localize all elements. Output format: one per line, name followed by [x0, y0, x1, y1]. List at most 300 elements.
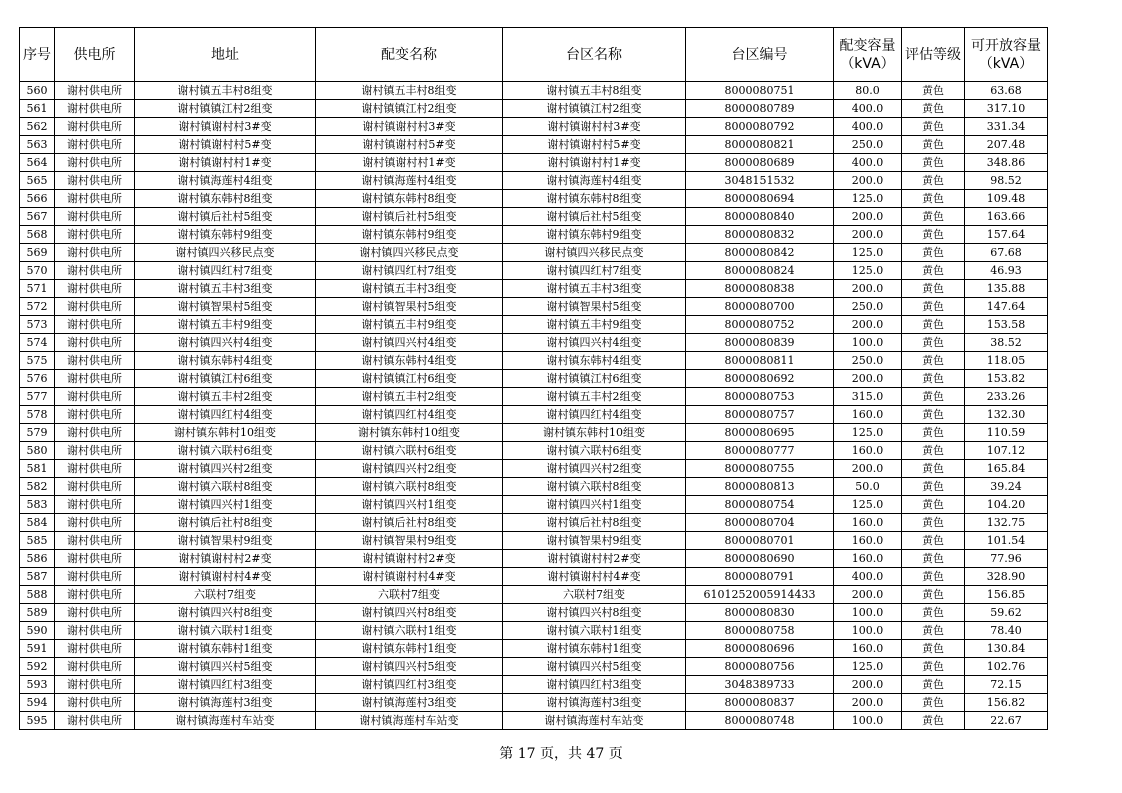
cell-rating: 黄色 [902, 658, 965, 676]
cell-station: 谢村供电所 [55, 316, 135, 334]
cell-rating: 黄色 [902, 82, 965, 100]
cell-seq: 569 [20, 244, 55, 262]
table-row [20, 154, 1048, 172]
table-row [20, 280, 1048, 298]
cell-station: 谢村供电所 [55, 280, 135, 298]
cell-seq: 568 [20, 226, 55, 244]
cell-area-code: 6101252005914433 [686, 586, 834, 604]
cell-seq: 574 [20, 334, 55, 352]
cell-area-name: 谢村镇镇江村2组变 [503, 100, 686, 118]
cell-open-capacity: 104.20 [965, 496, 1048, 514]
cell-rating: 黄色 [902, 262, 965, 280]
cell-address: 谢村镇东韩村8组变 [135, 190, 316, 208]
cell-seq: 565 [20, 172, 55, 190]
cell-capacity: 400.0 [834, 154, 902, 172]
cell-seq: 585 [20, 532, 55, 550]
cell-open-capacity: 107.12 [965, 442, 1048, 460]
cell-seq: 580 [20, 442, 55, 460]
cell-area-code: 8000080811 [686, 352, 834, 370]
cell-seq: 564 [20, 154, 55, 172]
cell-area-code: 8000080792 [686, 118, 834, 136]
cell-area-code: 8000080756 [686, 658, 834, 676]
cell-open-capacity: 130.84 [965, 640, 1048, 658]
cell-transformer-name: 谢村镇谢村村1#变 [316, 154, 503, 172]
table-row [20, 100, 1048, 118]
cell-transformer-name: 谢村镇东韩村9组变 [316, 226, 503, 244]
cell-station: 谢村供电所 [55, 622, 135, 640]
cell-address: 谢村镇六联村6组变 [135, 442, 316, 460]
cell-station: 谢村供电所 [55, 154, 135, 172]
cell-area-name: 谢村镇谢村村4#变 [503, 568, 686, 586]
cell-rating: 黄色 [902, 136, 965, 154]
cell-transformer-name: 谢村镇四红村4组变 [316, 406, 503, 424]
cell-open-capacity: 132.30 [965, 406, 1048, 424]
cell-open-capacity: 39.24 [965, 478, 1048, 496]
cell-seq: 589 [20, 604, 55, 622]
cell-area-code: 8000080842 [686, 244, 834, 262]
cell-area-name: 谢村镇后社村8组变 [503, 514, 686, 532]
cell-seq: 572 [20, 298, 55, 316]
cell-transformer-name: 谢村镇镇江村6组变 [316, 370, 503, 388]
table-row [20, 136, 1048, 154]
cell-transformer-name: 谢村镇谢村村5#变 [316, 136, 503, 154]
cell-transformer-name: 谢村镇后社村5组变 [316, 208, 503, 226]
cell-seq: 584 [20, 514, 55, 532]
cell-open-capacity: 78.40 [965, 622, 1048, 640]
cell-capacity: 400.0 [834, 568, 902, 586]
cell-area-code: 3048389733 [686, 676, 834, 694]
cell-seq: 563 [20, 136, 55, 154]
cell-area-name: 谢村镇谢村村5#变 [503, 136, 686, 154]
cell-area-name: 谢村镇海莲村4组变 [503, 172, 686, 190]
cell-area-name: 谢村镇谢村村3#变 [503, 118, 686, 136]
cell-station: 谢村供电所 [55, 676, 135, 694]
header-seq: 序号 [20, 28, 55, 82]
cell-address: 谢村镇谢村村4#变 [135, 568, 316, 586]
cell-address: 谢村镇东韩村10组变 [135, 424, 316, 442]
table-row [20, 532, 1048, 550]
cell-transformer-name: 谢村镇海莲村车站变 [316, 712, 503, 730]
cell-address: 谢村镇四兴村2组变 [135, 460, 316, 478]
cell-rating: 黄色 [902, 298, 965, 316]
cell-station: 谢村供电所 [55, 406, 135, 424]
cell-open-capacity: 317.10 [965, 100, 1048, 118]
cell-address: 谢村镇四红村4组变 [135, 406, 316, 424]
cell-area-code: 8000080755 [686, 460, 834, 478]
table-row [20, 442, 1048, 460]
cell-seq: 594 [20, 694, 55, 712]
table-row [20, 640, 1048, 658]
cell-seq: 595 [20, 712, 55, 730]
cell-station: 谢村供电所 [55, 424, 135, 442]
cell-capacity: 400.0 [834, 118, 902, 136]
cell-seq: 591 [20, 640, 55, 658]
cell-capacity: 160.0 [834, 640, 902, 658]
cell-capacity: 125.0 [834, 658, 902, 676]
cell-capacity: 100.0 [834, 604, 902, 622]
cell-station: 谢村供电所 [55, 712, 135, 730]
cell-capacity: 160.0 [834, 532, 902, 550]
cell-station: 谢村供电所 [55, 460, 135, 478]
cell-capacity: 160.0 [834, 550, 902, 568]
cell-seq: 573 [20, 316, 55, 334]
table-row [20, 316, 1048, 334]
cell-station: 谢村供电所 [55, 658, 135, 676]
table-row [20, 208, 1048, 226]
cell-area-name: 谢村镇东韩村4组变 [503, 352, 686, 370]
cell-area-name: 谢村镇六联村6组变 [503, 442, 686, 460]
table-row [20, 514, 1048, 532]
cell-open-capacity: 72.15 [965, 676, 1048, 694]
cell-seq: 586 [20, 550, 55, 568]
cell-area-code: 8000080748 [686, 712, 834, 730]
cell-station: 谢村供电所 [55, 118, 135, 136]
cell-address: 谢村镇智果村9组变 [135, 532, 316, 550]
cell-area-code: 8000080758 [686, 622, 834, 640]
header-capacity: 配变容量 （kVA） [834, 28, 902, 82]
table-row [20, 190, 1048, 208]
cell-rating: 黄色 [902, 154, 965, 172]
cell-station: 谢村供电所 [55, 262, 135, 280]
cell-transformer-name: 谢村镇东韩村4组变 [316, 352, 503, 370]
cell-capacity: 200.0 [834, 280, 902, 298]
cell-area-name: 谢村镇四兴移民点变 [503, 244, 686, 262]
cell-area-code: 8000080753 [686, 388, 834, 406]
cell-open-capacity: 147.64 [965, 298, 1048, 316]
cell-address: 谢村镇四兴村1组变 [135, 496, 316, 514]
table-row [20, 550, 1048, 568]
cell-area-name: 谢村镇谢村村1#变 [503, 154, 686, 172]
table-row [20, 586, 1048, 604]
cell-capacity: 315.0 [834, 388, 902, 406]
cell-address: 谢村镇镇江村6组变 [135, 370, 316, 388]
cell-station: 谢村供电所 [55, 496, 135, 514]
cell-capacity: 125.0 [834, 424, 902, 442]
cell-seq: 587 [20, 568, 55, 586]
header-transformer-name: 配变名称 [316, 28, 503, 82]
cell-area-name: 谢村镇五丰村9组变 [503, 316, 686, 334]
cell-open-capacity: 101.54 [965, 532, 1048, 550]
cell-rating: 黄色 [902, 532, 965, 550]
cell-address: 谢村镇后社村5组变 [135, 208, 316, 226]
cell-transformer-name: 谢村镇六联村6组变 [316, 442, 503, 460]
cell-address: 谢村镇海莲村3组变 [135, 694, 316, 712]
cell-area-name: 谢村镇谢村村2#变 [503, 550, 686, 568]
cell-station: 谢村供电所 [55, 82, 135, 100]
header-station: 供电所 [55, 28, 135, 82]
cell-area-name: 谢村镇四兴村8组变 [503, 604, 686, 622]
cell-area-code: 8000080789 [686, 100, 834, 118]
cell-seq: 588 [20, 586, 55, 604]
cell-rating: 黄色 [902, 388, 965, 406]
cell-rating: 黄色 [902, 712, 965, 730]
cell-address: 谢村镇海莲村车站变 [135, 712, 316, 730]
cell-rating: 黄色 [902, 316, 965, 334]
table-row [20, 172, 1048, 190]
table-row [20, 406, 1048, 424]
cell-rating: 黄色 [902, 244, 965, 262]
cell-area-code: 8000080837 [686, 694, 834, 712]
cell-address: 谢村镇六联村1组变 [135, 622, 316, 640]
cell-area-code: 8000080821 [686, 136, 834, 154]
cell-capacity: 200.0 [834, 694, 902, 712]
cell-address: 谢村镇五丰村2组变 [135, 388, 316, 406]
table-row [20, 424, 1048, 442]
cell-area-name: 谢村镇六联村1组变 [503, 622, 686, 640]
cell-capacity: 250.0 [834, 298, 902, 316]
cell-rating: 黄色 [902, 694, 965, 712]
cell-area-name: 谢村镇镇江村6组变 [503, 370, 686, 388]
cell-rating: 黄色 [902, 604, 965, 622]
cell-capacity: 200.0 [834, 208, 902, 226]
cell-station: 谢村供电所 [55, 694, 135, 712]
cell-capacity: 50.0 [834, 478, 902, 496]
cell-area-code: 8000080838 [686, 280, 834, 298]
header-open-capacity: 可开放容量 （kVA） [965, 28, 1048, 82]
cell-station: 谢村供电所 [55, 298, 135, 316]
cell-seq: 590 [20, 622, 55, 640]
cell-transformer-name: 谢村镇谢村村3#变 [316, 118, 503, 136]
table-row [20, 604, 1048, 622]
cell-station: 谢村供电所 [55, 334, 135, 352]
cell-open-capacity: 348.86 [965, 154, 1048, 172]
cell-capacity: 160.0 [834, 406, 902, 424]
cell-open-capacity: 118.05 [965, 352, 1048, 370]
cell-address: 谢村镇四兴村8组变 [135, 604, 316, 622]
cell-transformer-name: 谢村镇四红村3组变 [316, 676, 503, 694]
cell-transformer-name: 谢村镇海莲村4组变 [316, 172, 503, 190]
cell-area-code: 8000080813 [686, 478, 834, 496]
cell-address: 六联村7组变 [135, 586, 316, 604]
cell-address: 谢村镇谢村村2#变 [135, 550, 316, 568]
cell-rating: 黄色 [902, 352, 965, 370]
cell-seq: 561 [20, 100, 55, 118]
cell-area-name: 谢村镇东韩村1组变 [503, 640, 686, 658]
cell-capacity: 125.0 [834, 262, 902, 280]
cell-capacity: 200.0 [834, 586, 902, 604]
cell-rating: 黄色 [902, 226, 965, 244]
page-footer: 第 17 页，共 47 页 [499, 746, 623, 762]
cell-rating: 黄色 [902, 514, 965, 532]
cell-seq: 567 [20, 208, 55, 226]
cell-station: 谢村供电所 [55, 604, 135, 622]
table-row [20, 712, 1048, 730]
cell-open-capacity: 156.85 [965, 586, 1048, 604]
cell-area-name: 谢村镇五丰村3组变 [503, 280, 686, 298]
cell-seq: 566 [20, 190, 55, 208]
header-row [20, 28, 1048, 82]
cell-address: 谢村镇后社村8组变 [135, 514, 316, 532]
cell-rating: 黄色 [902, 100, 965, 118]
cell-open-capacity: 59.62 [965, 604, 1048, 622]
table-row [20, 118, 1048, 136]
cell-rating: 黄色 [902, 676, 965, 694]
cell-transformer-name: 谢村镇四兴村1组变 [316, 496, 503, 514]
cell-address: 谢村镇五丰村3组变 [135, 280, 316, 298]
cell-capacity: 400.0 [834, 100, 902, 118]
cell-area-name: 谢村镇四兴村4组变 [503, 334, 686, 352]
cell-station: 谢村供电所 [55, 244, 135, 262]
cell-area-code: 8000080689 [686, 154, 834, 172]
cell-transformer-name: 谢村镇谢村村4#变 [316, 568, 503, 586]
cell-station: 谢村供电所 [55, 208, 135, 226]
cell-seq: 576 [20, 370, 55, 388]
cell-seq: 581 [20, 460, 55, 478]
cell-rating: 黄色 [902, 640, 965, 658]
cell-station: 谢村供电所 [55, 532, 135, 550]
cell-rating: 黄色 [902, 568, 965, 586]
cell-rating: 黄色 [902, 118, 965, 136]
cell-rating: 黄色 [902, 280, 965, 298]
cell-address: 谢村镇谢村村5#变 [135, 136, 316, 154]
cell-open-capacity: 46.93 [965, 262, 1048, 280]
cell-area-name: 六联村7组变 [503, 586, 686, 604]
cell-station: 谢村供电所 [55, 388, 135, 406]
cell-area-name: 谢村镇四兴村5组变 [503, 658, 686, 676]
cell-transformer-name: 谢村镇四红村7组变 [316, 262, 503, 280]
cell-area-code: 8000080751 [686, 82, 834, 100]
cell-rating: 黄色 [902, 460, 965, 478]
cell-open-capacity: 153.58 [965, 316, 1048, 334]
cell-open-capacity: 109.48 [965, 190, 1048, 208]
cell-seq: 583 [20, 496, 55, 514]
cell-transformer-name: 谢村镇东韩村8组变 [316, 190, 503, 208]
cell-station: 谢村供电所 [55, 478, 135, 496]
cell-area-name: 谢村镇东韩村8组变 [503, 190, 686, 208]
header-area-code: 台区编号 [686, 28, 834, 82]
cell-area-name: 谢村镇海莲村3组变 [503, 694, 686, 712]
header-rating: 评估等级 [902, 28, 965, 82]
cell-area-name: 谢村镇四红村7组变 [503, 262, 686, 280]
cell-open-capacity: 110.59 [965, 424, 1048, 442]
cell-station: 谢村供电所 [55, 568, 135, 586]
cell-capacity: 125.0 [834, 496, 902, 514]
cell-transformer-name: 谢村镇东韩村1组变 [316, 640, 503, 658]
cell-rating: 黄色 [902, 478, 965, 496]
cell-station: 谢村供电所 [55, 640, 135, 658]
table-row [20, 694, 1048, 712]
cell-open-capacity: 153.82 [965, 370, 1048, 388]
cell-station: 谢村供电所 [55, 586, 135, 604]
cell-rating: 黄色 [902, 190, 965, 208]
cell-rating: 黄色 [902, 208, 965, 226]
cell-capacity: 125.0 [834, 190, 902, 208]
cell-open-capacity: 98.52 [965, 172, 1048, 190]
cell-station: 谢村供电所 [55, 442, 135, 460]
cell-transformer-name: 谢村镇四兴村4组变 [316, 334, 503, 352]
table-row [20, 352, 1048, 370]
cell-area-name: 谢村镇六联村8组变 [503, 478, 686, 496]
cell-area-code: 8000080839 [686, 334, 834, 352]
cell-open-capacity: 207.48 [965, 136, 1048, 154]
cell-transformer-name: 谢村镇五丰村2组变 [316, 388, 503, 406]
cell-address: 谢村镇谢村村3#变 [135, 118, 316, 136]
table-row [20, 622, 1048, 640]
cell-address: 谢村镇四兴村4组变 [135, 334, 316, 352]
cell-seq: 592 [20, 658, 55, 676]
cell-area-name: 谢村镇五丰村2组变 [503, 388, 686, 406]
cell-address: 谢村镇四红村3组变 [135, 676, 316, 694]
cell-open-capacity: 165.84 [965, 460, 1048, 478]
cell-transformer-name: 谢村镇海莲村3组变 [316, 694, 503, 712]
header-area-name: 台区名称 [503, 28, 686, 82]
cell-area-code: 8000080701 [686, 532, 834, 550]
cell-address: 谢村镇四红村7组变 [135, 262, 316, 280]
cell-area-name: 谢村镇四兴村1组变 [503, 496, 686, 514]
cell-area-code: 8000080692 [686, 370, 834, 388]
cell-area-code: 3048151532 [686, 172, 834, 190]
cell-open-capacity: 102.76 [965, 658, 1048, 676]
cell-transformer-name: 谢村镇谢村村2#变 [316, 550, 503, 568]
cell-capacity: 250.0 [834, 352, 902, 370]
cell-capacity: 200.0 [834, 226, 902, 244]
cell-transformer-name: 六联村7组变 [316, 586, 503, 604]
cell-seq: 577 [20, 388, 55, 406]
cell-transformer-name: 谢村镇四兴村8组变 [316, 604, 503, 622]
cell-capacity: 200.0 [834, 370, 902, 388]
cell-open-capacity: 77.96 [965, 550, 1048, 568]
cell-seq: 579 [20, 424, 55, 442]
cell-transformer-name: 谢村镇智果村9组变 [316, 532, 503, 550]
cell-address: 谢村镇东韩村4组变 [135, 352, 316, 370]
cell-seq: 562 [20, 118, 55, 136]
cell-address: 谢村镇四兴移民点变 [135, 244, 316, 262]
cell-rating: 黄色 [902, 334, 965, 352]
cell-area-code: 8000080757 [686, 406, 834, 424]
cell-capacity: 200.0 [834, 316, 902, 334]
cell-station: 谢村供电所 [55, 190, 135, 208]
table-row [20, 262, 1048, 280]
cell-station: 谢村供电所 [55, 370, 135, 388]
cell-address: 谢村镇镇江村2组变 [135, 100, 316, 118]
cell-seq: 560 [20, 82, 55, 100]
cell-area-code: 8000080700 [686, 298, 834, 316]
cell-transformer-name: 谢村镇五丰村3组变 [316, 280, 503, 298]
cell-open-capacity: 331.34 [965, 118, 1048, 136]
header-address: 地址 [135, 28, 316, 82]
table-row [20, 82, 1048, 100]
cell-transformer-name: 谢村镇四兴村5组变 [316, 658, 503, 676]
cell-rating: 黄色 [902, 172, 965, 190]
cell-capacity: 160.0 [834, 514, 902, 532]
cell-open-capacity: 38.52 [965, 334, 1048, 352]
cell-address: 谢村镇智果村5组变 [135, 298, 316, 316]
cell-area-name: 谢村镇东韩村9组变 [503, 226, 686, 244]
table-row [20, 568, 1048, 586]
cell-address: 谢村镇四兴村5组变 [135, 658, 316, 676]
cell-station: 谢村供电所 [55, 226, 135, 244]
table-row [20, 676, 1048, 694]
table-row [20, 496, 1048, 514]
cell-station: 谢村供电所 [55, 172, 135, 190]
table-row [20, 244, 1048, 262]
transformer-capacity-table [19, 27, 1048, 730]
table-row [20, 388, 1048, 406]
cell-area-name: 谢村镇海莲村车站变 [503, 712, 686, 730]
cell-transformer-name: 谢村镇五丰村9组变 [316, 316, 503, 334]
cell-area-code: 8000080777 [686, 442, 834, 460]
cell-area-code: 8000080704 [686, 514, 834, 532]
cell-transformer-name: 谢村镇后社村8组变 [316, 514, 503, 532]
cell-transformer-name: 谢村镇六联村1组变 [316, 622, 503, 640]
cell-open-capacity: 22.67 [965, 712, 1048, 730]
cell-address: 谢村镇谢村村1#变 [135, 154, 316, 172]
cell-transformer-name: 谢村镇东韩村10组变 [316, 424, 503, 442]
cell-open-capacity: 156.82 [965, 694, 1048, 712]
cell-transformer-name: 谢村镇五丰村8组变 [316, 82, 503, 100]
cell-area-code: 8000080830 [686, 604, 834, 622]
cell-area-name: 谢村镇四红村4组变 [503, 406, 686, 424]
